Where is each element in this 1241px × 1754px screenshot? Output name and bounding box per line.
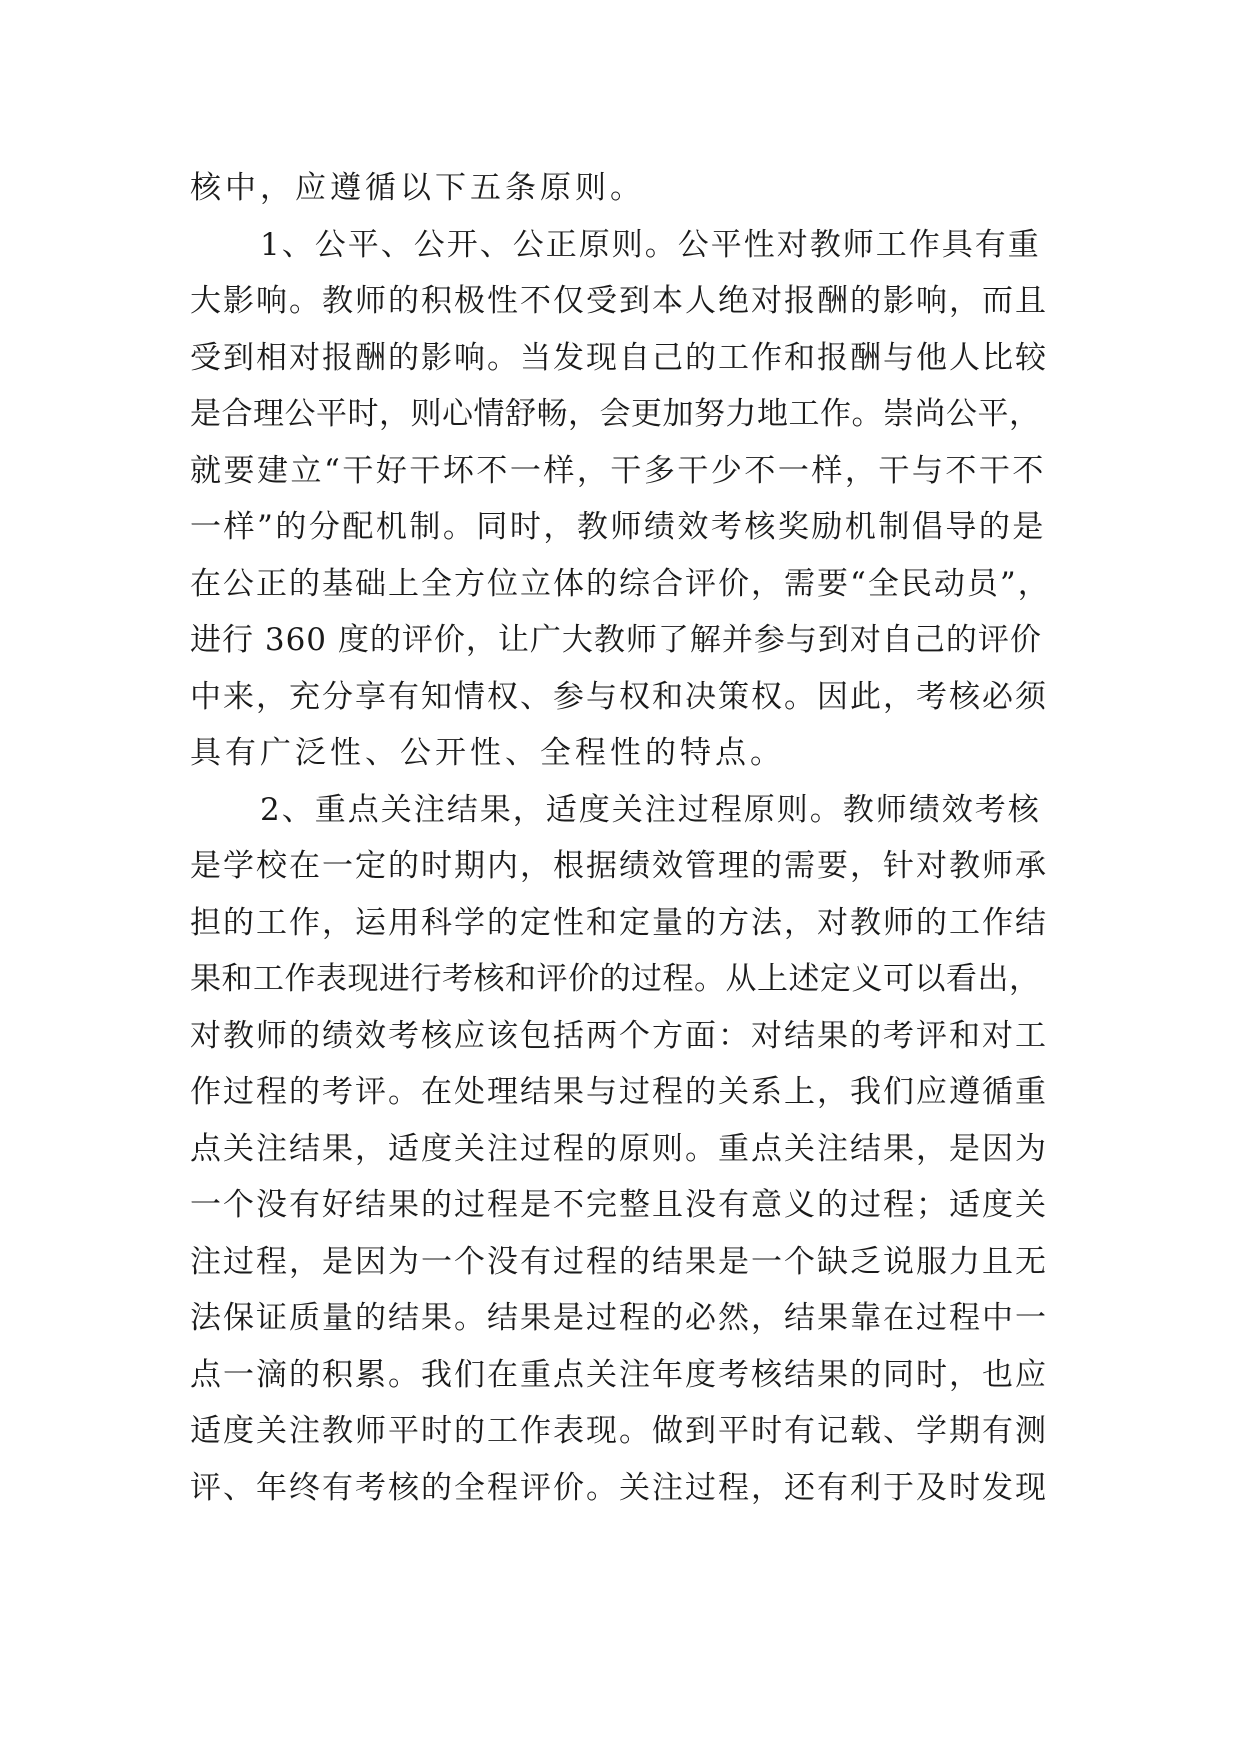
text-line: 2、重点关注结果，适度关注过程原则。教师绩效考核 <box>260 791 1041 828</box>
document-body <box>190 160 1052 1516</box>
text-line: 大影响。教师的积极性不仅受到本人绝对报酬的影响，而且 <box>190 283 1048 319</box>
text-line: 适度关注教师平时的工作表现。做到平时有记载、学期有测 <box>190 1413 1048 1449</box>
text-line: 是合理公平时，则心情舒畅，会更加努力地工作。崇尚公平， <box>190 396 1041 432</box>
text-line: 评、年终有考核的全程评价。关注过程，还有利于及时发现 <box>190 1469 1048 1506</box>
text-line: 中来，充分享有知情权、参与权和决策权。因此，考核必须 <box>190 678 1048 715</box>
text-line: 就要建立“干好干坏不一样，干多干少不一样，干与不干不 <box>190 452 1046 489</box>
text-line: 果和工作表现进行考核和评价的过程。从上述定义可以看出， <box>190 961 1041 997</box>
text-line: 点一滴的积累。我们在重点关注年度考核结果的同时，也应 <box>190 1356 1048 1393</box>
text-line: 在公正的基础上全方位立体的综合评价，需要“全民动员”， <box>190 565 1051 602</box>
text-line: 进行 360 度的评价，让广大教师了解并参与到对自己的评价 <box>190 622 1042 658</box>
text-line: 受到相对报酬的影响。当发现自己的工作和报酬与他人比较 <box>190 339 1048 376</box>
text-line: 作过程的考评。在处理结果与过程的关系上，我们应遵循重 <box>190 1074 1048 1110</box>
text-line: 注过程，是因为一个没有过程的结果是一个缺乏说服力且无 <box>190 1243 1048 1280</box>
text-line: 是学校在一定的时期内，根据绩效管理的需要，针对教师承 <box>190 848 1048 884</box>
text-line: 核中，应遵循以下五条原则。 <box>190 170 645 206</box>
text-line: 具有广泛性、公开性、全程性的特点。 <box>190 735 785 771</box>
text-line: 点关注结果，适度关注过程的原则。重点关注结果，是因为 <box>190 1130 1048 1167</box>
text-line: 一样”的分配机制。同时，教师绩效考核奖励机制倡导的是 <box>190 509 1046 545</box>
text-line: 1、公平、公开、公正原则。公平性对教师工作具有重 <box>260 226 1041 263</box>
text-line: 对教师的绩效考核应该包括两个方面：对结果的考评和对工 <box>190 1017 1048 1054</box>
text-line: 一个没有好结果的过程是不完整且没有意义的过程；适度关 <box>190 1187 1048 1223</box>
text-line: 法保证质量的结果。结果是过程的必然，结果靠在过程中一 <box>190 1300 1048 1336</box>
text-line: 担的工作，运用科学的定性和定量的方法，对教师的工作结 <box>190 904 1048 941</box>
